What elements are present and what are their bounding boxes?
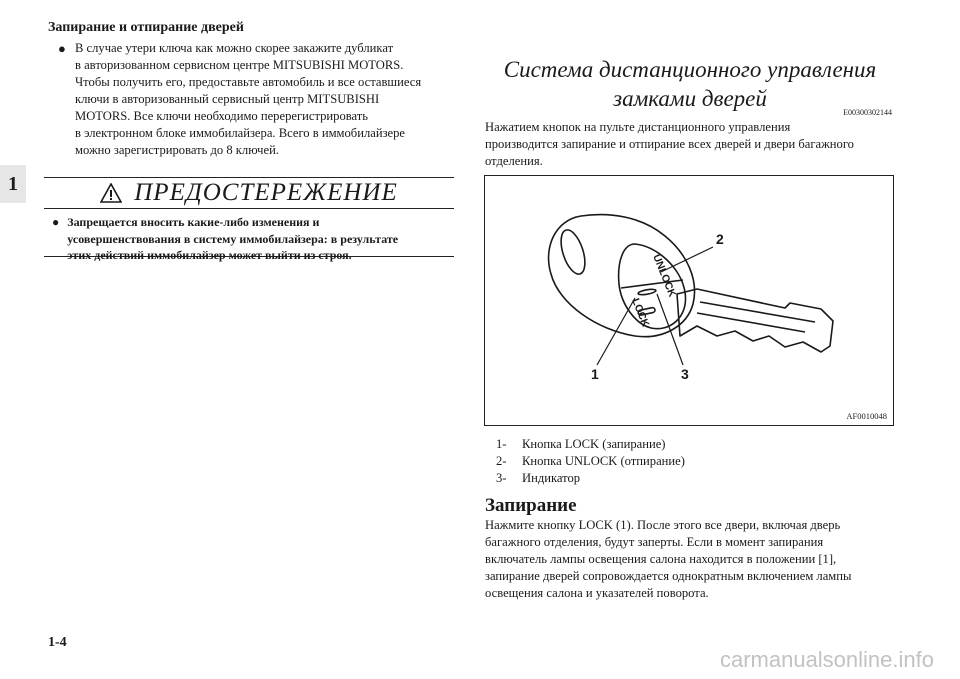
callout-1: 1	[591, 366, 599, 382]
caption-item	[496, 470, 685, 487]
bullet-line: ключи в авторизованный сервисный центр MITSUBISHI	[75, 92, 380, 106]
page-header-title: Запирание и отпирание дверей	[48, 20, 244, 35]
lock-button-label: LOCK	[629, 296, 652, 329]
caption-number: 2-	[496, 454, 507, 468]
bullet-line: в авторизованном сервисном центре MITSUBISHI MOTORS.	[75, 58, 404, 72]
warning-header	[44, 178, 454, 209]
figure-id: AF0010048	[846, 411, 887, 421]
caption-text: Кнопка UNLOCK (отпирание)	[522, 454, 685, 468]
caption-item	[496, 436, 685, 453]
locking-line: освещения салона и указателей поворота.	[485, 586, 709, 600]
watermark: carmanualsonline.info	[719, 647, 934, 672]
bullet-icon: ●	[52, 215, 60, 229]
chapter-tab: 1	[0, 165, 26, 203]
bullet-line: В случае утери ключа как можно скорее закажите дубликат	[75, 41, 394, 55]
caption-text: Кнопка LOCK (запирание)	[522, 437, 666, 451]
warning-box	[44, 177, 454, 262]
locking-line: включатель лампы освещения салона находится в положении [1],	[485, 552, 837, 566]
intro-line: отделения.	[485, 154, 543, 168]
bullet-icon: ●	[58, 41, 66, 56]
key-ring-hole	[556, 227, 589, 277]
key-head	[549, 215, 695, 337]
remote-key-illustration	[485, 176, 893, 425]
locking-line: Нажмите кнопку LOCK (1). После этого все двери, включая дверь	[485, 518, 841, 532]
intro-line: Нажатием кнопок на пульте дистанционного управления	[485, 120, 791, 134]
bullet-line: MOTORS. Все ключи необходимо перерегистрировать	[75, 109, 369, 123]
key-figure	[484, 175, 894, 426]
warning-title: ПРЕДОСТЕРЕЖЕНИЕ	[134, 179, 398, 206]
bullet-line: в электронном блоке иммобилайзера. Всего в иммобилайзере	[75, 126, 406, 140]
key-loss-bullet	[58, 40, 458, 159]
bullet-line: Чтобы получить его, предоставьте автомобиль и все оставшиеся	[75, 75, 422, 89]
locking-paragraph	[485, 517, 895, 602]
caption-item	[496, 453, 685, 470]
warning-line: усовершенствования в систему иммобилайзера: в результате	[67, 231, 399, 246]
locking-line: запирание дверей сопровождается однократным включением лампы	[485, 569, 852, 583]
section-code: E00300302144	[843, 108, 892, 117]
bullet-line: можно зарегистрировать до 8 ключей.	[75, 143, 279, 157]
warning-triangle-icon	[100, 183, 122, 203]
section-title	[485, 55, 895, 113]
locking-heading: Запирание	[485, 495, 577, 516]
intro-line: производится запирание и отпирание всех дверей и двери багажного	[485, 137, 854, 151]
warning-line: Запрещается вносить какие-либо изменения и	[67, 215, 320, 229]
section-title-line: Система дистанционного управления	[503, 57, 877, 82]
callout-3: 3	[681, 366, 689, 382]
caption-number: 1-	[496, 437, 507, 451]
caption-text: Индикатор	[522, 471, 581, 485]
locking-line: багажного отделения, будут заперты. Если в момент запирания	[485, 535, 824, 549]
section-intro	[485, 119, 895, 170]
section-title-line: замками дверей	[613, 86, 767, 111]
figure-captions	[496, 436, 685, 487]
unlock-button-label: UNLOCK	[650, 252, 679, 299]
callout-2: 2	[716, 231, 724, 247]
warning-line: этих действий иммобилайзер может выйти из строя.	[67, 248, 352, 262]
indicator-lamp	[638, 288, 656, 295]
caption-number: 3-	[496, 471, 507, 485]
page-number: 1-4	[48, 635, 67, 650]
